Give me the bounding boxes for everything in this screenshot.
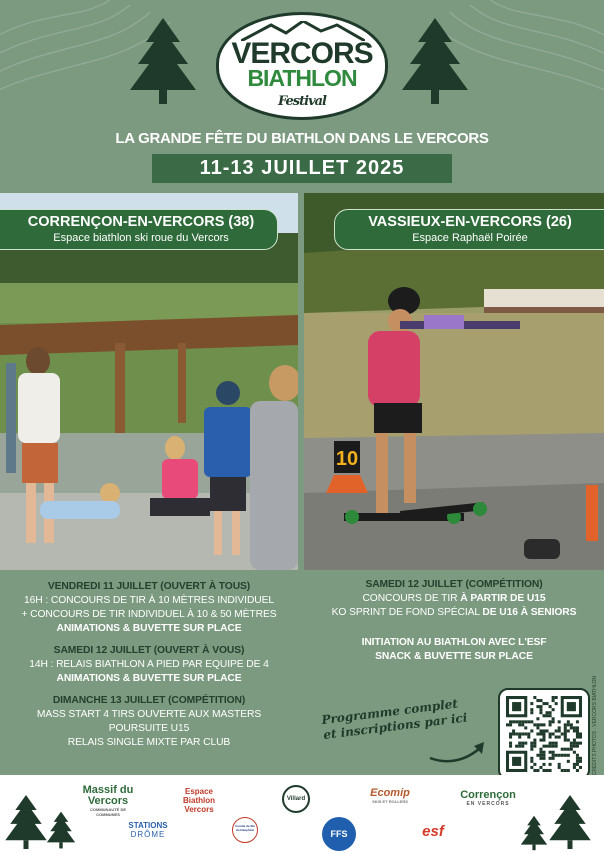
logo-line-vercors: VERCORS	[231, 37, 373, 70]
partner-logo-esf: esf	[422, 823, 444, 840]
festival-logo	[216, 12, 388, 120]
partner-logo-espace-biathlon: Espace Biathlon Vercors	[183, 787, 215, 814]
partner-logo-massif-vercors	[78, 785, 138, 817]
pine-tree-icon	[520, 813, 548, 853]
pine-tree-icon	[46, 809, 76, 851]
qr-code-icon	[506, 696, 582, 772]
program-day-heading: SAMEDI 12 JUILLET (COMPÉTITION)	[365, 579, 543, 590]
program-line: RELAIS SINGLE MIXTE PAR CLUB	[67, 737, 231, 748]
partner-logo-villard: Villard	[282, 785, 310, 813]
program-line-text: KO SPRINT DE FOND SPÉCIAL	[331, 607, 483, 618]
partner-sub: EN VERCORS	[466, 801, 510, 807]
program-line: POURSUITE U15	[108, 723, 190, 734]
partner-logo-comite-ski: Comité de Ski du Dauphiné	[232, 817, 258, 843]
photo-credit: CRÉDITS PHOTOS : VERCORS BIATHLON	[592, 676, 598, 776]
venue-banner-vassieux	[334, 209, 604, 250]
program-day-saturday	[0, 644, 298, 686]
partner-logo-stations-drome	[124, 821, 172, 839]
event-dates: 11-13 JUILLET 2025	[152, 154, 452, 183]
arrow-icon	[428, 736, 490, 766]
program-line: + CONCOURS DE TIR INDIVIDUEL À 10 & 50 MÈTRES	[21, 609, 277, 620]
partner-logo-correncon	[458, 789, 518, 807]
program-line	[304, 606, 604, 620]
logo-line-biathlon: BIATHLON	[247, 65, 357, 91]
partner-logo-ecomip	[360, 787, 420, 804]
event-tagline: LA GRANDE FÊTE DU BIATHLON DANS LE VERCORS	[115, 130, 489, 147]
pine-tree-icon	[400, 18, 470, 104]
partner-sub: SKIS ET ROLLERS	[372, 799, 408, 804]
registration-qr-code[interactable]	[498, 688, 590, 780]
pine-tree-icon	[128, 18, 198, 104]
partner-name: Ecomip	[370, 787, 410, 799]
program-vassieux	[304, 578, 604, 664]
partner-name: STATIONS	[128, 821, 168, 830]
pine-tree-icon	[4, 793, 48, 851]
logo-line-festival: Festival	[278, 94, 326, 109]
program-highlight: ANIMATIONS & BUVETTE SUR PLACE	[56, 673, 242, 684]
program-link-caption: Programme complet et inscriptions par ici	[320, 696, 469, 743]
program-line-bold: À PARTIR DE U15	[460, 593, 546, 604]
partner-sub: COMMUNAUTÉ DE COMMUNES	[90, 807, 126, 817]
pine-tree-icon	[548, 793, 592, 851]
program-day-heading: SAMEDI 12 JUILLET (OUVERT À VOUS)	[53, 645, 245, 656]
partner-name: Corrençon	[460, 789, 516, 801]
program-day-friday	[0, 580, 298, 636]
partner-name: Massif du Vercors	[82, 784, 134, 807]
venue-banner-correncon	[0, 209, 278, 250]
program-correncon	[0, 580, 298, 750]
program-highlight: SNACK & BUVETTE SUR PLACE	[375, 651, 533, 662]
venue-name: VASSIEUX-EN-VERCORS (26)	[368, 214, 572, 230]
partner-sub: DRÔME	[130, 830, 166, 839]
program-day-sunday	[0, 694, 298, 750]
program-highlight: ANIMATIONS & BUVETTE SUR PLACE	[56, 623, 242, 634]
program-line	[304, 592, 604, 606]
partner-logo-ffs: FFS	[322, 817, 356, 851]
partners-footer	[0, 775, 604, 854]
shooting-lane-sign: 10	[335, 448, 359, 470]
program-line-text: CONCOURS DE TIR	[362, 593, 461, 604]
program-line-bold: DE U16 À SENIORS	[482, 607, 577, 618]
program-highlight: INITIATION AU BIATHLON AVEC L'ESF	[361, 637, 547, 648]
venue-name: CORRENÇON-EN-VERCORS (38)	[27, 214, 255, 230]
venue-subtitle: Espace Raphaël Poirée	[412, 232, 528, 244]
program-line: 16H : CONCOURS DE TIR À 10 MÈTRES INDIVIDUEL	[23, 595, 275, 606]
program-day-heading: VENDREDI 11 JUILLET (OUVERT À TOUS)	[47, 581, 251, 592]
program-day-heading: DIMANCHE 13 JUILLET (COMPÉTITION)	[52, 695, 246, 706]
venue-subtitle: Espace biathlon ski roue du Vercors	[53, 232, 229, 244]
program-line: 14H : RELAIS BIATHLON A PIED PAR EQUIPE DE 4	[29, 659, 269, 670]
program-line: MASS START 4 TIRS OUVERTE AUX MASTERS	[36, 709, 262, 720]
